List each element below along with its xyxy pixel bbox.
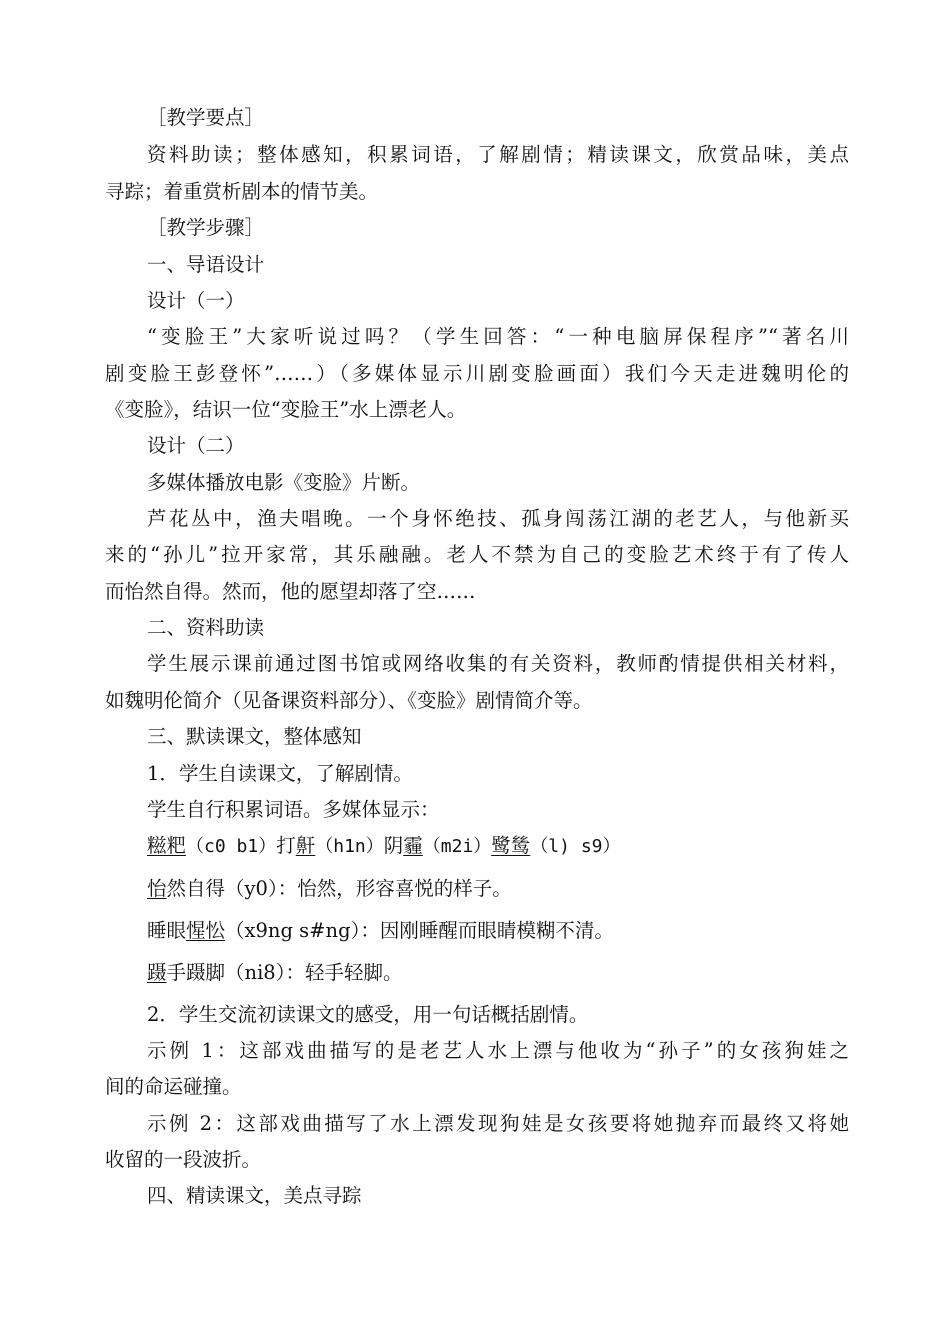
vocab-row-2	[147, 876, 512, 902]
design-1-title: 设计（一）	[147, 289, 245, 312]
vocab-pinyin-lusi: （l) s9）	[530, 836, 621, 857]
example-1-line2: 间的命运碰撞。	[105, 1075, 242, 1098]
section-3-item-2: 2．学生交流初读课文的感受，用一句话概括剧情。	[147, 1003, 589, 1026]
example-2-line1: 示例 2：这部戏曲描写了水上漂发现狗娃是女孩要将她抛弃而最终又将她	[147, 1112, 849, 1135]
vocab-prefix-yinmai: 阴	[383, 834, 404, 857]
vocab-word-yi: 怡	[147, 877, 167, 900]
section-3-item-1: 1．学生自读课文，了解剧情。	[147, 762, 413, 785]
vocab-word-mai: 霾	[403, 834, 423, 857]
section-2-title: 二、资料助读	[147, 616, 265, 639]
vocab-prefix-shuiyan: 睡眼	[147, 919, 187, 942]
design-2-paragraph-line3: 来的“孙儿”拉开家常，其乐融融。老人不禁为自己的变脸艺术终于有了传人	[105, 543, 849, 566]
vocab-row-3	[147, 918, 614, 944]
vocab-row-1	[147, 833, 621, 860]
section-3-title: 三、默读课文，整体感知	[147, 725, 362, 748]
vocab-definition-yiran: 然自得（y0）：怡然，形容喜悦的样子。	[166, 877, 512, 900]
heading-teaching-keypoints: ［教学要点］	[147, 106, 265, 129]
vocab-word-nie: 蹑	[147, 961, 167, 984]
vocab-pinyin-ciba: （c0 b1）	[186, 836, 277, 857]
vocab-row-4	[147, 960, 402, 986]
section-2-paragraph-line2: 如魏明伦简介（见备课资料部分）、《变脸》剧情简介等。	[105, 689, 593, 712]
vocab-prefix-dahan: 打	[276, 834, 296, 857]
vocab-word-lusi: 鹭鸶	[491, 834, 531, 857]
design-2-paragraph-line1: 多媒体播放电影《变脸》片断。	[147, 471, 421, 494]
design-1-paragraph-line3: 《变脸》，结识一位“变脸王”水上漂老人。	[105, 398, 467, 421]
design-2-paragraph-line2: 芦花丛中，渔夫唱晚。一个身怀绝技、孤身闯荡江湖的老艺人，与他新买	[147, 507, 849, 530]
example-1-line1: 示例 1：这部戏曲描写的是老艺人水上漂与他收为“孙子”的女孩狗娃之	[147, 1039, 849, 1062]
section-1-title: 一、导语设计	[147, 253, 265, 276]
example-2-line2: 收留的一段波折。	[105, 1148, 262, 1171]
design-2-paragraph-line4: 而怡然自得。然而，他的愿望却落了空……	[105, 580, 476, 603]
vocab-pinyin-han: （h1n）	[315, 836, 384, 857]
section-2-paragraph-line1: 学生展示课前通过图书馆或网络收集的有关资料，教师酌情提供相关材料，	[147, 652, 849, 675]
section-4-title: 四、精读课文，美点寻踪	[147, 1184, 362, 1207]
design-1-paragraph-line2: 剧变脸王彭登怀”……）（多媒体显示川剧变脸画面）我们今天走进魏明伦的	[105, 362, 849, 385]
heading-teaching-steps: ［教学步骤］	[147, 216, 265, 239]
design-2-title: 设计（二）	[147, 434, 245, 457]
paragraph-keypoints-line1: 资料助读；整体感知，积累词语，了解剧情；精读课文，欣赏品味，美点	[147, 143, 849, 166]
vocab-word-ciba: 糍粑	[147, 834, 187, 857]
paragraph-keypoints-line2: 寻踪；着重赏析剧本的情节美。	[105, 180, 379, 203]
vocab-definition-niesou: 手蹑脚（ni8）：轻手轻脚。	[166, 961, 403, 984]
vocab-word-xingsong: 惺忪	[186, 919, 226, 942]
vocab-definition-xingsong: （x9ng s#ng）：因刚睡醒而眼睛模糊不清。	[225, 919, 614, 942]
vocab-intro: 学生自行积累词语。多媒体显示：	[147, 798, 440, 821]
vocab-pinyin-mai: （m2i）	[422, 836, 492, 857]
design-1-paragraph-line1: “变脸王”大家听说过吗？（学生回答：“一种电脑屏保程序”“著名川	[147, 325, 849, 348]
vocab-word-han: 鼾	[295, 834, 316, 857]
